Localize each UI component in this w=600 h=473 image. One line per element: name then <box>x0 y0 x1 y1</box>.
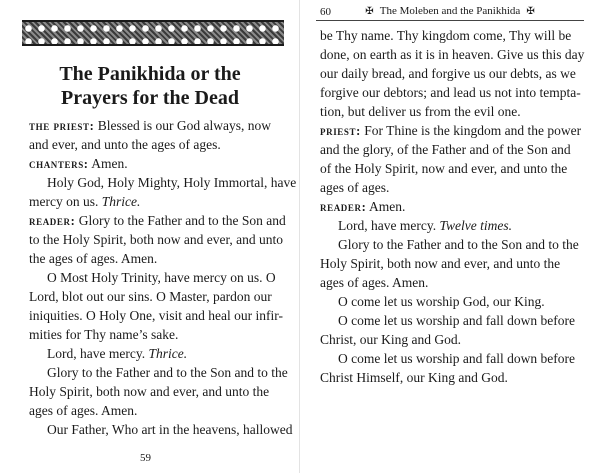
text-line <box>320 292 582 311</box>
line-text: Lord, have mercy. <box>338 218 440 233</box>
line-text: Christ, our King and God. <box>320 332 461 347</box>
text-line <box>320 140 582 159</box>
speaker-label: the priest: <box>29 119 95 133</box>
text-line <box>320 102 582 121</box>
header-rule <box>316 20 584 21</box>
running-head-title: The Moleben and the Panikhida <box>379 5 521 17</box>
text-line <box>29 268 280 287</box>
text-line <box>320 64 582 83</box>
section-title <box>0 62 300 110</box>
text-line <box>29 401 280 420</box>
speaker-label: reader: <box>29 214 76 228</box>
line-text: Holy God, Holy Mighty, Holy Immortal, have <box>47 175 297 190</box>
line-text: be Thy name. Thy kingdom come, Thy will be <box>320 28 572 43</box>
line-text: ages of ages. Amen. <box>320 275 429 290</box>
line-text: ages of ages. Amen. <box>29 403 138 418</box>
line-text: of the Holy Spirit, now and ever, and unto the <box>320 161 568 176</box>
text-line <box>320 330 582 349</box>
line-text: the ages of ages. Amen. <box>29 251 158 266</box>
text-line <box>320 197 582 216</box>
title-line: Prayers for the Dead <box>61 87 239 109</box>
text-line <box>320 368 582 387</box>
page-number: 59 <box>140 452 151 464</box>
line-text: Amen. <box>88 156 128 171</box>
text-line <box>320 159 582 178</box>
text-line <box>320 254 582 273</box>
line-text: Christ Himself, our King and God. <box>320 370 508 385</box>
text-line <box>29 249 280 268</box>
text-line <box>29 116 280 135</box>
page-number: 60 <box>320 6 331 18</box>
line-text: Blessed is our God always, now <box>94 118 272 133</box>
line-text: forgive our debtors; and lead us not into tempta- <box>320 85 581 100</box>
text-line <box>29 363 288 382</box>
line-text: Lord, have mercy. <box>47 346 149 361</box>
line-text: Amen. <box>366 199 406 214</box>
rubric-italic: Thrice. <box>148 346 188 361</box>
cross-icon: ✠ <box>365 6 374 17</box>
line-text: our daily bread, and forgive us our debts, as we <box>320 66 576 81</box>
text-line <box>320 121 582 140</box>
text-line <box>29 287 280 306</box>
text-line <box>320 216 582 235</box>
rubric-italic: Twelve times. <box>439 218 512 233</box>
text-line <box>29 135 280 154</box>
text-line <box>320 349 582 368</box>
text-line <box>320 26 582 45</box>
running-head <box>365 5 535 17</box>
text-line <box>29 230 284 249</box>
title-line: The Panikhida or the <box>59 63 241 85</box>
text-line <box>29 382 280 401</box>
line-text: O come let us worship God, our King. <box>338 294 545 309</box>
text-line <box>29 420 293 439</box>
text-line <box>29 344 280 363</box>
text-line <box>29 173 297 192</box>
line-text: and ever, and unto the ages of ages. <box>29 137 221 152</box>
line-text: Glory to the Father and to the Son and to the <box>338 237 579 252</box>
line-text: done, on earth as it is in heaven. Give us this day <box>320 47 585 62</box>
text-line <box>320 45 585 64</box>
line-text: mities for Thy name’s sake. <box>29 327 179 342</box>
line-text: mercy on us. <box>29 194 102 209</box>
ornamental-header-band <box>22 20 284 46</box>
text-line <box>320 83 582 102</box>
line-text: O come let us worship and fall down before <box>338 351 575 366</box>
rubric-italic: Thrice. <box>101 194 141 209</box>
line-text: O come let us worship and fall down before <box>338 313 575 328</box>
line-text: For Thine is the kingdom and the power <box>360 123 582 138</box>
line-text: Glory to the Father and to the Son and to the <box>47 365 288 380</box>
text-line <box>320 178 582 197</box>
text-line <box>29 192 280 211</box>
line-text: ages of ages. <box>320 180 390 195</box>
line-text: tion, but deliver us from the evil one. <box>320 104 521 119</box>
text-line <box>29 306 283 325</box>
right-text-block <box>320 26 585 387</box>
cross-icon: ✠ <box>526 6 535 17</box>
text-line <box>320 235 582 254</box>
left-text-block <box>29 116 297 439</box>
line-text: Holy Spirit, both now and ever, and unto the <box>320 256 561 271</box>
speaker-label: chanters: <box>29 157 89 171</box>
line-text: iniquities. O Holy One, visit and heal our infir- <box>29 308 283 323</box>
text-line <box>320 311 582 330</box>
text-line <box>29 211 286 230</box>
speaker-label: priest: <box>320 124 361 138</box>
line-text: Our Father, Who art in the heavens, hallowed <box>47 422 293 437</box>
text-line <box>29 325 280 344</box>
line-text: to the Holy Spirit, both now and ever, and unto <box>29 232 284 247</box>
line-text: Lord, blot out our sins. O Master, pardon our <box>29 289 272 304</box>
line-text: Holy Spirit, both now and ever, and unto the <box>29 384 270 399</box>
line-text: O Most Holy Trinity, have mercy on us. O <box>47 270 276 285</box>
line-text: Glory to the Father and to the Son and <box>75 213 286 228</box>
text-line <box>29 154 280 173</box>
line-text: and the glory, of the Father and of the Son and <box>320 142 571 157</box>
speaker-label: reader: <box>320 200 367 214</box>
text-line <box>320 273 582 292</box>
